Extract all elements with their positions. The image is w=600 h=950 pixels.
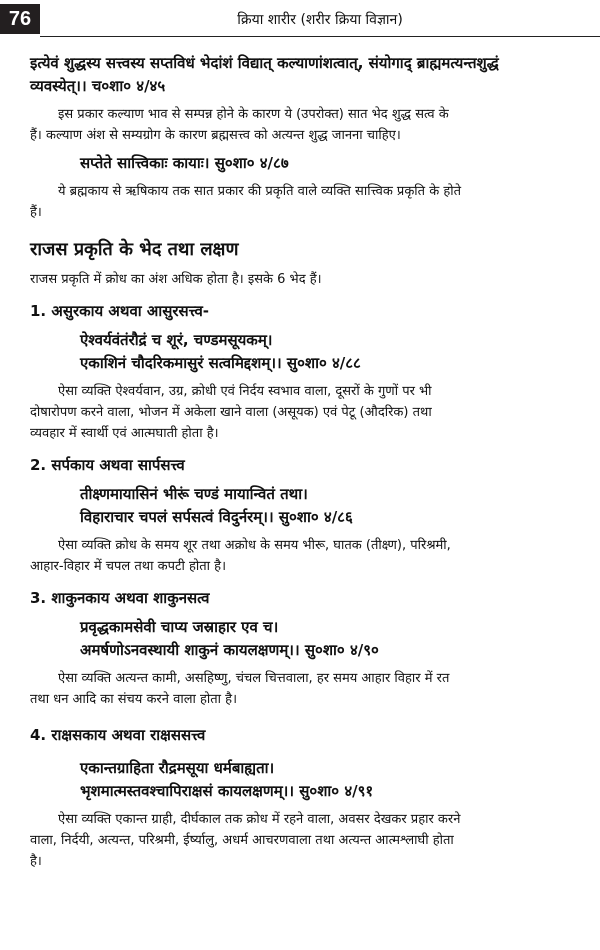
item-4-paragraph	[30, 809, 588, 872]
page-header	[0, 0, 600, 46]
item-4-verse-line-2: भृशमात्मस्तवश्चापिराक्षसं कायलक्षणम्।। सु०शा० ४/९१	[80, 782, 374, 800]
item-3-para-line-1: ऐसा व्यक्ति अत्यन्त कामी, असहिष्णु, चंचल चित्तवाला, हर समय आहार विहार में रत	[58, 671, 450, 686]
intro-para-line-1: इस प्रकार कल्याण भाव से सम्पन्न होने के कारण ये (उपरोक्त) सात भेद शुद्ध सत्व के	[58, 107, 449, 122]
item-4-para-line-1: ऐसा व्यक्ति एकान्त ग्राही, दीर्घकाल तक क्रोध में रहने वाला, अवसर देखकर प्रहार करने	[58, 812, 461, 827]
intro-verse	[30, 52, 588, 98]
intro-paragraph-2	[30, 181, 588, 223]
item-2-paragraph	[30, 535, 588, 577]
section-title: राजस प्रकृति के भेद तथा लक्षण	[30, 239, 239, 260]
intro-paragraph	[30, 104, 588, 146]
item-3-paragraph	[30, 668, 588, 710]
intro-para-line-2: हैं। कल्याण अंश से सम्यग्रोग के कारण ब्रह्मसत्त्व को अत्यन्त शुद्ध जानना चाहिए।	[30, 128, 401, 143]
item-2-para-line-2: आहार-विहार में चपल तथा कपटी होता है।	[30, 559, 227, 574]
item-1-paragraph	[30, 381, 588, 444]
intro-para2-line-1: ये ब्रह्मकाय से ऋषिकाय तक सात प्रकार की प्रकृति वाले व्यक्ति सात्त्विक प्रकृति के होते	[58, 184, 462, 199]
intro-sutra: सप्तेते सात्त्विकाः कायाः। सु०शा० ४/८७	[80, 154, 289, 172]
page-number: 76	[0, 4, 40, 34]
item-2-verse-line-2: विहाराचार चपलं सर्पसत्वं विदुर्नरम्।। सु०शा० ४/८६	[80, 508, 353, 526]
item-4-para-line-2: वाला, निर्दयी, अत्यन्त, परिश्रमी, ईर्ष्यालु, अधर्म आचरणवाला तथा अत्यन्त आत्मश्लाघी होता	[30, 833, 454, 848]
item-4-verse	[30, 757, 588, 803]
item-2-title: 2. सर्पकाय अथवा सार्पसत्त्व	[30, 456, 185, 474]
header-rule	[40, 36, 600, 37]
item-2-verse	[30, 483, 588, 529]
item-1-para-line-3: व्यवहार में स्वार्थी एवं आत्मघाती होता है।	[30, 426, 219, 441]
page-content	[30, 52, 588, 872]
intro-para2-line-2: हैं।	[30, 205, 42, 220]
item-1-verse-line-2: एकाशिनं चौदरिकमासुरं सत्वमिद्दशम्।। सु०शा० ४/८८	[80, 354, 361, 372]
item-1-verse-line-1: ऐश्वर्यवंतंरौद्रं च शूरं, चण्डमसूयकम्।	[80, 331, 273, 349]
item-2-para-line-1: ऐसा व्यक्ति क्रोध के समय शूर तथा अक्रोध के समय भीरू, घातक (तीक्ष्ण), परिश्रमी,	[58, 538, 451, 553]
item-1-verse	[30, 329, 588, 375]
item-4-title: 4. राक्षसकाय अथवा राक्षससत्त्व	[30, 726, 206, 744]
item-1-para-line-2: दोषारोपण करने वाला, भोजन में अकेला खाने वाला (असूयक) एवं पेटू (औदरिक) तथा	[30, 405, 432, 420]
section-intro: राजस प्रकृति में क्रोध का अंश अधिक होता है। इसके 6 भेद हैं।	[30, 272, 322, 287]
item-3-para-line-2: तथा धन आदि का संचय करने वाला होता है।	[30, 692, 238, 707]
item-4-para-line-3: है।	[30, 854, 42, 869]
item-3-verse-line-2: अमर्षणोऽनवस्थायी शाकुनं कायलक्षणम्।। सु०शा० ४/९०	[80, 641, 379, 659]
item-3-verse-line-1: प्रवृद्धकामसेवी चाप्य जस्राहार एव च।	[80, 618, 279, 636]
intro-verse-line-1: इत्येवं शुद्धस्य सत्त्वस्य सप्तविधं भेदांशं विद्यात् कल्याणांशत्वात्, संयोगाद् ब्राह्ममत्यन्तशुद्धं	[30, 54, 499, 72]
running-head: क्रिया शारीर (शरीर क्रिया विज्ञान)	[237, 12, 403, 28]
item-3-verse	[30, 616, 588, 662]
item-3-title: 3. शाकुनकाय अथवा शाकुनसत्व	[30, 589, 210, 607]
item-1-title: 1. असुरकाय अथवा आसुरसत्त्व-	[30, 302, 210, 320]
item-2-verse-line-1: तीक्ष्णमायासिनं भीरूं चण्डं मायान्वितं तथा।	[80, 485, 308, 503]
item-4-verse-line-1: एकान्तग्राहिता रौद्रमसूया धर्मबाह्यता।	[80, 759, 275, 777]
intro-verse-line-2: व्यवस्येत्।। च०शा० ४/४५	[30, 77, 166, 95]
item-1-para-line-1: ऐसा व्यक्ति ऐश्वर्यवान, उग्र, क्रोधी एवं निर्दय स्वभाव वाला, दूसरों के गुणों पर भी	[58, 384, 432, 399]
